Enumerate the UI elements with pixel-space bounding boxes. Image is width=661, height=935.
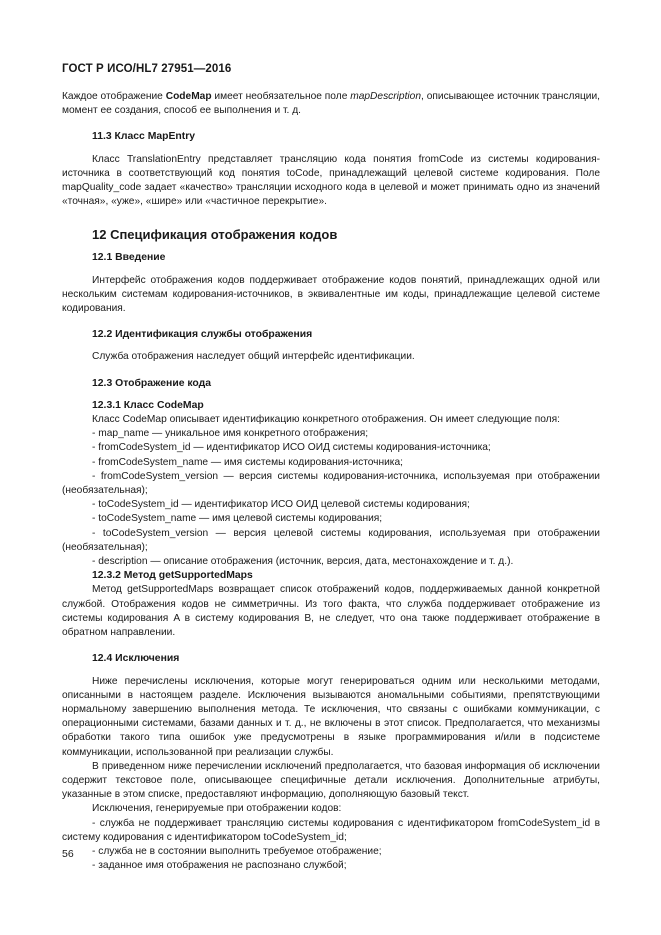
list-item: - toCodeSystem_id — идентификатор ИСО ОИД целевой системы кодирования;: [92, 499, 470, 511]
paragraph-12-1: Интерфейс отображения кодов поддерживает отображение кодов понятий, принадлежащих одной или нескольким системам кодирования-источников, в эквивалентные им коды, принадлежащие целевой системе кодирования.: [62, 274, 600, 315]
codemap-fields-list: [62, 427, 600, 569]
paragraph-12-4-c: Исключения, генерируемые при отображении кодов:: [92, 803, 342, 815]
heading-12-2: 12.2 Идентификация службы отображения: [92, 329, 313, 341]
paragraph-12-4-a: Ниже перечислены исключения, которые могут генерироваться одним или несколькими методами, описанными в настоящем разделе. Исключения вызываются аномальными событиями, препятствующими нормальному завершению выполнения метода. Те исключения, что связаны с ошибками коммуникации, с операционными системами, базами данных и т. д., не включены в этот список. Предполагается, что механизмы обработки такого типа ошибок уже предусмотрены в языке программирования и/или в подсистеме коммуникации, использованной при реализации службы.: [62, 675, 600, 758]
list-item: - fromCodeSystem_name — имя системы кодирования-источника;: [92, 456, 403, 468]
document-body: [62, 90, 600, 873]
list-item: - заданное имя отображения не распознано службой;: [92, 860, 347, 872]
heading-12: 12 Спецификация отображения кодов: [92, 227, 338, 243]
list-item: - fromCodeSystem_id — идентификатор ИСО ОИД системы кодирования-источника;: [92, 442, 491, 454]
heading-12-1: 12.1 Введение: [92, 252, 166, 264]
codemap-term: CodeMap: [165, 91, 212, 102]
paragraph-12-3-2: Метод getSupportedMaps возвращает список отображений кодов, поддерживаемых данной конкретной службой. Отображения кодов не симметричны. Из того факта, что служба поддерживает отображение из системы кодирования A в систему кодирования B, не следует, что она также поддерживает отображение в обратном направлении.: [62, 584, 600, 639]
heading-12-3: 12.3 Отображение кода: [92, 377, 212, 389]
map-description-term: mapDescription: [350, 91, 422, 102]
list-item: - служба не поддерживает трансляцию системы кодирования с идентификатором fromCodeSystem_id в систему кодирования с идентификатором toCodeSystem_id;: [62, 817, 600, 843]
exceptions-list: [62, 817, 600, 874]
list-item: - fromCodeSystem_version — версия системы кодирования-источника, используемая при отображении (необязательная);: [62, 470, 600, 497]
paragraph-12-2: Служба отображения наследует общий интерфейс идентификации.: [92, 351, 415, 363]
heading-12-4: 12.4 Исключения: [92, 653, 180, 665]
list-item: - служба не в состоянии выполнить требуемое отображение;: [92, 845, 382, 857]
list-item: - description — описание отображения (источник, версия, дата, местонахождение и т. д.).: [92, 556, 514, 568]
document-header: ГОСТ Р ИСО/HL7 27951—2016: [62, 63, 232, 75]
list-item: - map_name — уникальное имя конкретного отображения;: [92, 428, 369, 440]
paragraph-12-3-1: Класс CodeMap описывает идентификацию конкретного отображения. Он имеет следующие поля:: [92, 414, 560, 426]
heading-12-3-2: 12.3.2 Метод getSupportedMaps: [92, 570, 253, 582]
heading-11-3: 11.3 Класс MapEntry: [92, 131, 196, 143]
list-item: - toCodeSystem_version — версия целевой системы кодирования, используемая при отображении (необязательная);: [62, 527, 600, 553]
paragraph-11-3: Класс TranslationEntry представляет трансляцию кода понятия fromCode из системы кодирования-источника в соответствующий код понятия toCode, принадлежащий целевой системе кодирования. Поле mapQuality_code задает «качество» трансляции исходного кода в целевой и может принимать одно из значений «точная», «уже», «шире» или «частичное перекрытие».: [62, 153, 600, 208]
intro-paragraph: Каждое отображение CodeMap имеет необязательное поле mapDescription, описывающее источник трансляции, момент ее создания, способ ее выполнения и т. д.: [62, 91, 601, 117]
list-item: - toCodeSystem_name — имя целевой системы кодирования;: [92, 513, 383, 525]
heading-12-3-1: 12.3.1 Класс CodeMap: [92, 399, 204, 411]
paragraph-12-4-b: В приведенном ниже перечислении исключений предполагается, что базовая информация об исключении содержит текстовое поле, описывающее специфичные детали исключения. Дополнительные атрибуты, указанные в этом списке, предоставляют информацию, дополняющую базовый текст.: [62, 760, 600, 801]
page-number: 56: [62, 848, 74, 860]
